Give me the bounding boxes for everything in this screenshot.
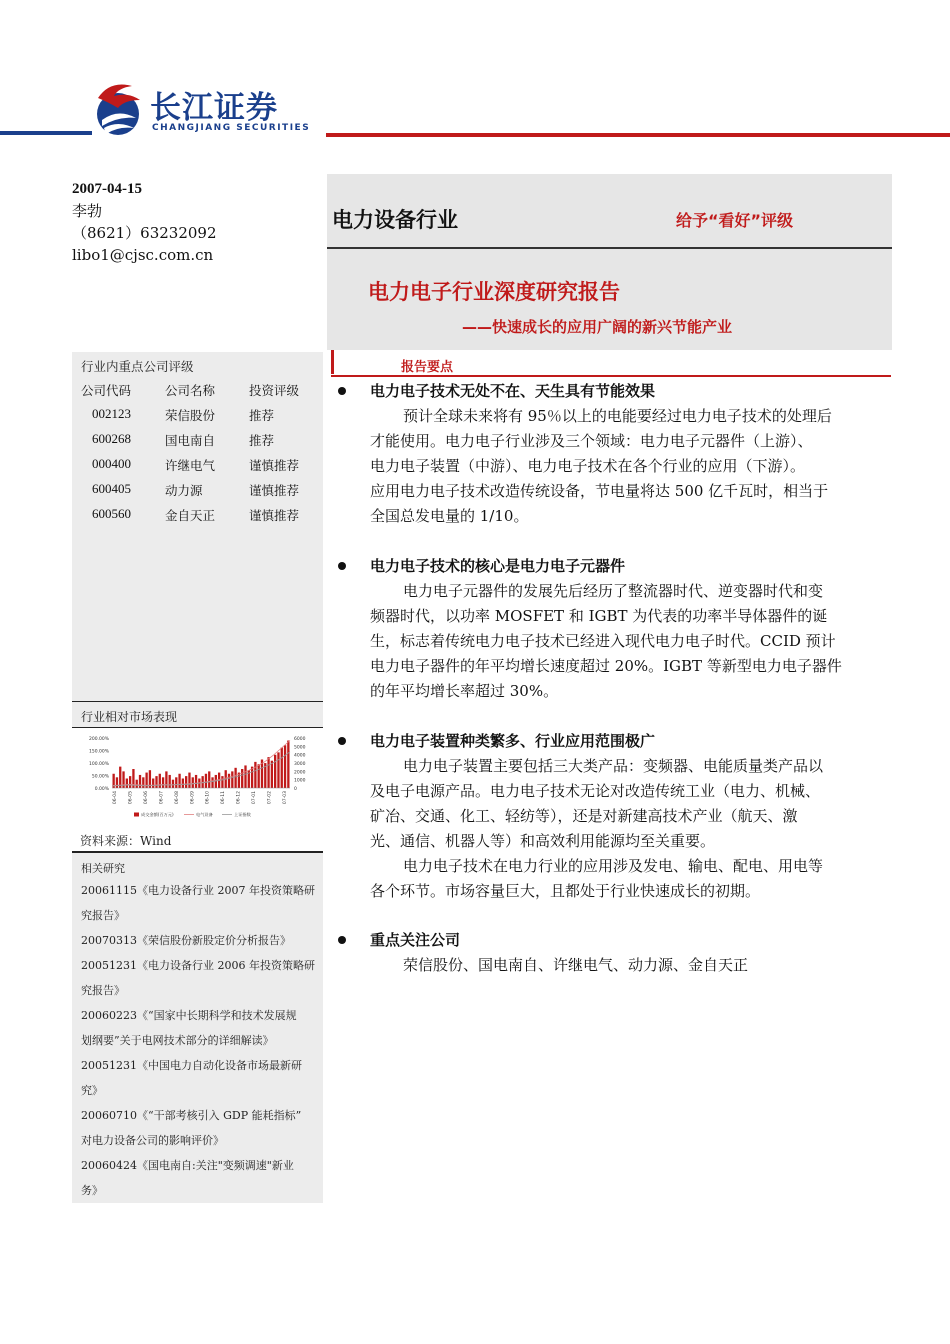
company-row: 600405 动力源 谨慎推荐 bbox=[92, 481, 300, 498]
chart-right-tick: 6000 bbox=[294, 737, 306, 742]
chart-bar bbox=[258, 764, 260, 788]
chart-bar bbox=[208, 771, 210, 788]
bullet-dot-icon bbox=[338, 562, 346, 570]
chart-left-tick: 50.00% bbox=[91, 774, 109, 780]
chart-bar bbox=[155, 776, 157, 788]
chart-x-tick: 07-02 bbox=[267, 791, 273, 805]
chart-x-tick: 06-11 bbox=[221, 791, 227, 805]
research-item[interactable]: 20070313《荣信股份新股定价分析报告》 bbox=[81, 934, 291, 947]
research-title: 相关研究 bbox=[81, 862, 125, 875]
research-item[interactable]: 究报告》 bbox=[81, 909, 125, 922]
company-row: 000400 许继电气 谨慎推荐 bbox=[92, 456, 300, 473]
company-ratings-box bbox=[72, 352, 323, 701]
paragraph-line: 才能使用。电力电子行业涉及三个领域：电力电子元器件（上游）、 bbox=[370, 432, 813, 450]
author-name: 李勃 bbox=[72, 202, 103, 220]
chart-right-tick: 2000 bbox=[294, 770, 306, 776]
bullet-dot-icon bbox=[338, 936, 346, 944]
chart-right-tick: 0 bbox=[294, 787, 297, 792]
chart-bar bbox=[274, 755, 276, 788]
chart-x-tick: 06-09 bbox=[190, 791, 196, 805]
chart-bar bbox=[116, 777, 118, 788]
research-item[interactable]: 20060424《国电南自:关注"变频调速"新业 bbox=[81, 1159, 294, 1172]
research-item[interactable]: 划纲要”关于电网技术部分的详细解读》 bbox=[81, 1034, 274, 1047]
market-title-box bbox=[72, 702, 323, 727]
chart-bar bbox=[271, 761, 273, 788]
chart-bar bbox=[251, 767, 253, 788]
company-row: 600268 国电南自 推荐 bbox=[92, 431, 275, 448]
chart-x-tick: 06-05 bbox=[128, 791, 134, 805]
market-title: 行业相对市场表现 bbox=[81, 710, 178, 724]
chart-line-industry bbox=[112, 741, 290, 786]
report-subtitle: ——快速成长的应用广阔的新兴节能产业 bbox=[462, 318, 733, 336]
research-item[interactable]: 究》 bbox=[81, 1084, 103, 1097]
chart-bar bbox=[126, 779, 128, 789]
chart-line-market bbox=[112, 752, 290, 786]
logo-text-cn: 长江证券 bbox=[150, 90, 278, 126]
research-item[interactable]: 究报告》 bbox=[81, 984, 125, 997]
chart-x-tick: 06-04 bbox=[113, 791, 118, 805]
paragraph-line: 电力电子元器件的发展先后经历了整流器时代、逆变器时代和变 bbox=[403, 582, 824, 600]
paragraph-line: 各个环节。市场容量巨大，且都处于行业快速成长的初期。 bbox=[370, 882, 761, 900]
col-header-name: 公司名称 bbox=[165, 383, 216, 398]
paragraph-line: 电力电子装置（中游）、电力电子技术在各个行业的应用（下游）。 bbox=[370, 457, 806, 475]
chart-bar bbox=[267, 757, 269, 788]
author-phone: （8621）63232092 bbox=[72, 224, 217, 242]
chart-bar bbox=[221, 776, 223, 788]
legend-label-volume: 成交金额(百万元) bbox=[141, 812, 174, 817]
section-title: 电力电子装置种类繁多、行业应用范围极广 bbox=[370, 732, 656, 750]
paragraph-line: 及电子电源产品。电力电子技术无论对改造传统工业（电力、机械、 bbox=[370, 782, 821, 800]
research-item[interactable]: 对电力设备公司的影响评价》 bbox=[81, 1134, 224, 1147]
related-research-box bbox=[72, 853, 323, 1203]
chart-bar bbox=[284, 745, 286, 788]
paragraph-line: 全国总发电量的 1/10。 bbox=[370, 507, 529, 525]
company-ratings-title: 行业内重点公司评级 bbox=[81, 359, 194, 374]
chart-left-tick: 150.00% bbox=[88, 749, 109, 755]
chart-bar bbox=[172, 780, 174, 788]
industry-name: 电力设备行业 bbox=[332, 208, 458, 232]
report-date: 2007-04-15 bbox=[72, 181, 142, 197]
bullet-dot-icon bbox=[338, 737, 346, 745]
research-item[interactable]: 务》 bbox=[81, 1184, 103, 1197]
chart-bar bbox=[139, 775, 141, 788]
research-item[interactable]: 20061115《电力设备行业 2007 年投资策略研 bbox=[81, 884, 315, 897]
paragraph-line: 荣信股份、国电南自、许继电气、动力源、金自天正 bbox=[403, 956, 749, 974]
header-rule-blue bbox=[0, 131, 92, 135]
research-item[interactable]: 20051231《电力设备行业 2006 年投资策略研 bbox=[81, 959, 315, 972]
col-header-code: 公司代码 bbox=[81, 383, 132, 398]
chart-bar bbox=[188, 773, 190, 788]
chart-bar bbox=[142, 777, 144, 788]
paragraph-line: 生，标志着传统电力电子技术已经进入现代电力电子时代。CCID 预计 bbox=[370, 632, 836, 650]
chart-legend bbox=[134, 811, 252, 818]
paragraph-line: 预计全球未来将有 95％以上的电能要经过电力电子技术的处理后 bbox=[403, 407, 832, 425]
section-title: 电力电子技术的核心是电力电子元器件 bbox=[370, 557, 626, 575]
paragraph-line: 矿冶、交通、化工、轻纺等），还是对新建高技术产业（航天、激 bbox=[370, 807, 798, 825]
section-title: 重点关注公司 bbox=[370, 931, 461, 949]
paragraph-line: 光、通信、机器人等）和高效利用能源均至关重要。 bbox=[370, 832, 716, 850]
chart-x-tick: 06-08 bbox=[174, 791, 180, 805]
chart-right-ticks bbox=[294, 736, 306, 792]
chart-bar bbox=[211, 777, 213, 788]
author-block bbox=[72, 178, 217, 266]
paragraph-line: 应用电力电子技术改造传统设备，节电量将达 500 亿千瓦时，相当于 bbox=[370, 482, 829, 500]
chart-bar bbox=[234, 768, 236, 788]
logo bbox=[88, 78, 328, 140]
chart-bar bbox=[165, 771, 167, 788]
chart-source: 资料来源：Wind bbox=[80, 834, 172, 848]
chart-bar bbox=[241, 769, 243, 788]
chart-right-tick: 1000 bbox=[294, 778, 306, 784]
chart-bar bbox=[281, 748, 283, 788]
chart-bar bbox=[169, 775, 171, 788]
chart-bar bbox=[228, 774, 230, 788]
chart-bar bbox=[287, 741, 289, 789]
legend-swatch-volume bbox=[134, 813, 139, 817]
chart-right-tick: 5000 bbox=[294, 745, 306, 751]
author-email[interactable]: libo1@cjsc.com.cn bbox=[72, 246, 214, 264]
chart-left-tick: 100.00% bbox=[88, 762, 109, 767]
paragraph-line: 电力电子装置主要包括三大类产品：变频器、电能质量类产品以 bbox=[403, 757, 824, 775]
col-header-rating: 投资评级 bbox=[249, 383, 300, 398]
chart-bar bbox=[192, 777, 194, 788]
bullet-dot-icon bbox=[338, 387, 346, 395]
market-performance-chart bbox=[72, 730, 323, 822]
summary-label: 报告要点 bbox=[401, 360, 454, 375]
chart-bar bbox=[178, 774, 180, 788]
company-row: 002123 荣信股份 推荐 bbox=[92, 406, 275, 423]
chart-x-tick: 06-12 bbox=[236, 791, 242, 805]
section-title: 电力电子技术无处不在、天生具有节能效果 bbox=[370, 382, 656, 400]
chart-left-tick: 0.00% bbox=[94, 787, 109, 792]
chart-left-tick: 200.00% bbox=[88, 737, 109, 742]
paragraph-line: 频器时代，以功率 MOSFET 和 IGBT 为代表的功率半导体器件的诞 bbox=[370, 607, 828, 625]
market-box-bottom-rule bbox=[72, 727, 323, 728]
legend-label-industry: 电气设备 bbox=[196, 812, 213, 817]
chart-bar bbox=[129, 776, 131, 788]
chart-lines bbox=[112, 741, 290, 787]
legend-label-market: 上证指数 bbox=[234, 812, 251, 817]
chart-bar bbox=[159, 774, 161, 788]
logo-text-en: CHANGJIANG SECURITIES bbox=[152, 123, 311, 133]
chart-x-tick: 06-07 bbox=[159, 791, 165, 805]
chart-bar bbox=[182, 779, 184, 789]
chart-bar bbox=[231, 771, 233, 788]
paragraph-line: 的年平均增长率超过 30%。 bbox=[370, 682, 559, 700]
company-row: 600560 金自天正 谨慎推荐 bbox=[92, 506, 300, 523]
paragraph-line: 电力电子技术在电力行业的应用涉及发电、输电、配电、用电等 bbox=[403, 857, 824, 875]
investment-rating: 给予“看好”评级 bbox=[676, 211, 794, 230]
title-divider bbox=[327, 247, 892, 249]
chart-x-tick: 07-01 bbox=[252, 791, 258, 805]
research-item[interactable]: 20060710《“干部考核引入 GDP 能耗指标” bbox=[81, 1109, 302, 1122]
chart-bar bbox=[136, 780, 138, 788]
chart-bar bbox=[244, 765, 246, 788]
report-title: 电力电子行业深度研究报告 bbox=[368, 280, 620, 304]
chart-bar bbox=[277, 752, 279, 788]
header-rule-red bbox=[326, 133, 950, 137]
chart-bars bbox=[112, 741, 289, 789]
chart-bar bbox=[195, 775, 197, 788]
paragraph-line: 电力电子器件的年平均增长速度超过 20%。IGBT 等新型电力电子器件 bbox=[370, 657, 842, 675]
chart-bar bbox=[162, 777, 164, 788]
chart-x-tick: 06-06 bbox=[143, 791, 149, 805]
research-item[interactable]: 20060223《“国家中长期科学和技术发展规 bbox=[81, 1009, 297, 1022]
chart-right-tick: 4000 bbox=[294, 753, 306, 759]
chart-bar bbox=[205, 774, 207, 788]
chart-x-tick: 06-10 bbox=[205, 791, 211, 805]
summary-underline bbox=[331, 375, 891, 377]
chart-bar bbox=[175, 777, 177, 788]
chart-x-ticks bbox=[112, 791, 288, 804]
research-item[interactable]: 20051231《中国电力自动化设备市场最新研 bbox=[81, 1059, 302, 1072]
chart-bar bbox=[254, 762, 256, 788]
chart-right-tick: 3000 bbox=[294, 762, 306, 767]
chart-x-tick: 07-03 bbox=[283, 791, 288, 805]
chart-bar bbox=[185, 776, 187, 788]
chart-bar bbox=[152, 779, 154, 789]
logo-emblem-icon bbox=[88, 78, 148, 140]
summary-tab bbox=[331, 350, 484, 374]
company-ratings-header bbox=[72, 381, 323, 406]
